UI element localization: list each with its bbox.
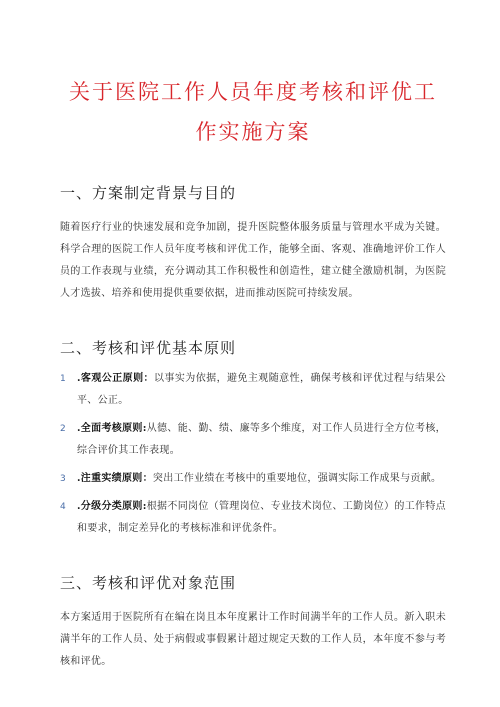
list-item <box>60 368 446 412</box>
list-item-name: .注重实绩原则 <box>77 473 143 484</box>
list-item-number: 3 <box>60 474 67 484</box>
list-item-name: .全面考核原则 <box>77 423 143 434</box>
document-title: 关于医院工作人员年度考核和评优工作实施方案 <box>69 80 437 144</box>
list-item-colon: ： <box>142 473 153 484</box>
principles-list <box>60 368 446 540</box>
list-item-text: 以事实为依据，避免主观随意性，确保考核和评优过程与结果公平、公正。 <box>77 373 446 406</box>
list-item-text: 根据不同岗位（管理岗位、专业技术岗位、工勤岗位）的工作特点和要求，制定差异化的考核标准和评优条件。 <box>77 501 446 534</box>
list-item-text: 从德、能、勤、绩、廉等多个维度，对工作人员进行全方位考核，综合评价其工作表现。 <box>77 423 446 456</box>
list-item-colon: : <box>142 423 147 434</box>
section-paragraph-background: 随着医疗行业的快速发展和竞争加剧，提升医院整体服务质量与管理水平成为关键。科学合理的医院工作人员年度考核和评优工作，能够全面、客观、准确地评价工作人员的工作表现与业绩，充分调动其工作积极性和创造性，建立健全激励机制，为医院人才选拔、培养和使用提供重要依据，进而推动医院可持续发展。 <box>60 222 446 299</box>
list-item-text: 突出工作业绩在考核中的重要地位，强调实际工作成果与贡献。 <box>152 473 442 484</box>
section-paragraph-scope: 本方案适用于医院所有在编在岗且本年度累计工作时间满半年的工作人员。新入职未满半年的工作人员、处于病假或事假累计超过规定天数的工作人员，本年度不参与考核和评优。 <box>60 612 446 667</box>
list-item <box>60 468 446 490</box>
list-item-name: .客观公正原则 <box>77 373 144 384</box>
list-item-name: .分级分类原则 <box>77 501 143 512</box>
section-heading-scope: 三、考核和评优对象范围 <box>60 574 237 592</box>
list-item-colon: ： <box>143 373 154 384</box>
section-heading-principles: 二、考核和评优基本原则 <box>60 339 237 357</box>
section-heading-background: 一、方案制定背景与目的 <box>60 184 237 202</box>
list-item <box>60 496 446 540</box>
list-item-colon: : <box>142 501 147 512</box>
list-item-number: 2 <box>60 424 67 434</box>
list-item-number: 4 <box>60 502 67 512</box>
list-item-number: 1 <box>60 374 67 384</box>
list-item <box>60 418 446 462</box>
